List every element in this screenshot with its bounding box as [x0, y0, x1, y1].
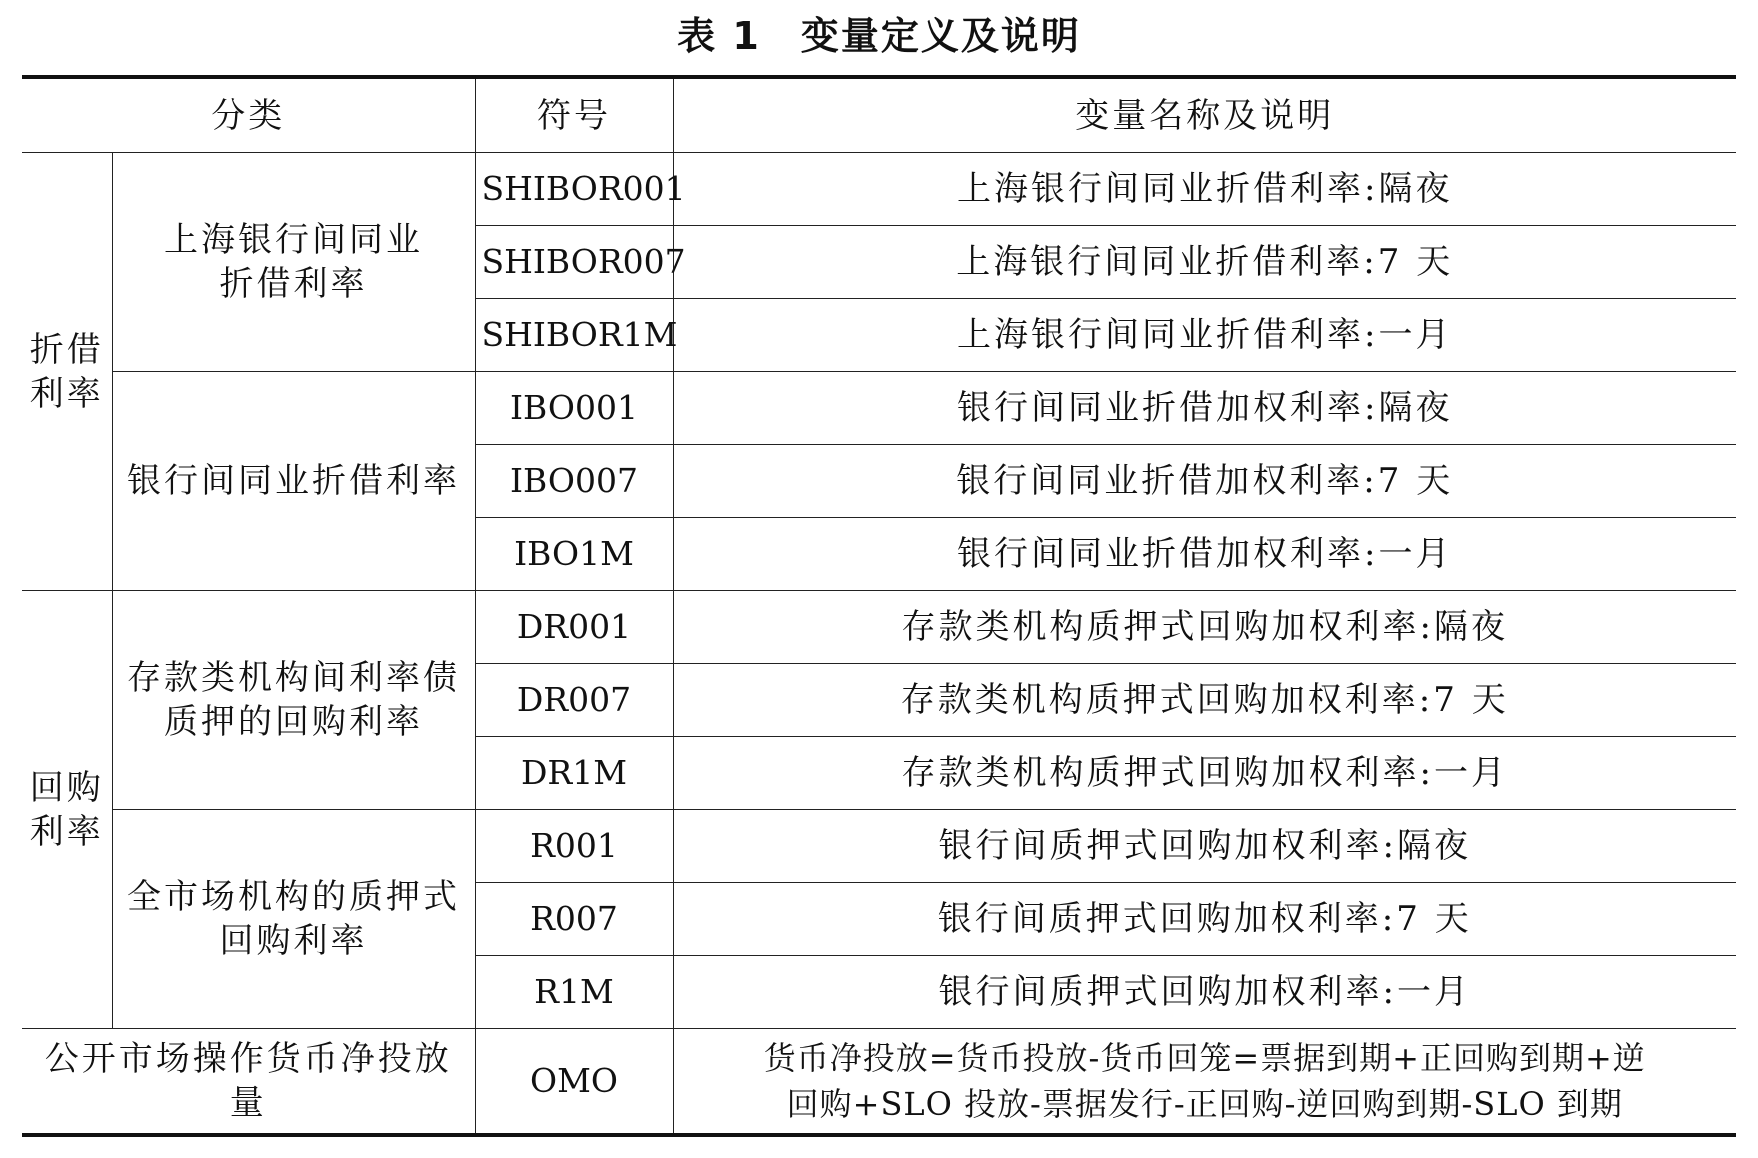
symbol-cell: DR1M [475, 737, 673, 810]
description-cell: 存款类机构质押式回购加权利率:一月 [673, 737, 1736, 810]
table-row [22, 153, 1736, 226]
table-row [22, 810, 1736, 883]
symbol-cell: R001 [475, 810, 673, 883]
symbol-cell: SHIBOR007 [475, 226, 673, 299]
subgroup-label-r: 全市场机构的质押式 回购利率 [112, 810, 475, 1029]
description-cell: 银行间同业折借加权利率:一月 [673, 518, 1736, 591]
table-title: 变量定义及说明 [800, 14, 1081, 58]
table-row-omo [22, 1029, 1736, 1136]
symbol-cell: DR001 [475, 591, 673, 664]
subgroup-label-shibor: 上海银行间同业 折借利率 [112, 153, 475, 372]
description-cell: 银行间同业折借加权利率:7 天 [673, 445, 1736, 518]
subgroup-label-ibo: 银行间同业折借利率 [112, 372, 475, 591]
group-label-repo: 回购 利率 [22, 591, 112, 1029]
symbol-cell: DR007 [475, 664, 673, 737]
table-row [22, 591, 1736, 664]
description-cell: 上海银行间同业折借利率:7 天 [673, 226, 1736, 299]
variable-definition-table [22, 75, 1736, 1137]
description-cell: 上海银行间同业折借利率:一月 [673, 299, 1736, 372]
omo-category-cell: 公开市场操作货币净投放量 [22, 1029, 475, 1136]
description-cell: 银行间同业折借加权利率:隔夜 [673, 372, 1736, 445]
header-symbol: 符号 [475, 77, 673, 153]
description-cell: 银行间质押式回购加权利率:隔夜 [673, 810, 1736, 883]
symbol-cell: IBO007 [475, 445, 673, 518]
subgroup-label-dr: 存款类机构间利率债 质押的回购利率 [112, 591, 475, 810]
symbol-cell: SHIBOR1M [475, 299, 673, 372]
description-cell: 上海银行间同业折借利率:隔夜 [673, 153, 1736, 226]
header-category: 分类 [22, 77, 475, 153]
description-cell: 存款类机构质押式回购加权利率:7 天 [673, 664, 1736, 737]
symbol-cell: IBO1M [475, 518, 673, 591]
symbol-cell: R1M [475, 956, 673, 1029]
header-row [22, 77, 1736, 153]
table-caption [0, 8, 1758, 64]
description-cell: 存款类机构质押式回购加权利率:隔夜 [673, 591, 1736, 664]
description-cell: 银行间质押式回购加权利率:一月 [673, 956, 1736, 1029]
header-description: 变量名称及说明 [673, 77, 1736, 153]
description-cell: 银行间质押式回购加权利率:7 天 [673, 883, 1736, 956]
omo-description-cell: 货币净投放=货币投放-货币回笼=票据到期+正回购到期+逆 回购+SLO 投放-票据发行-正回购-逆回购到期-SLO 到期 [673, 1029, 1736, 1136]
symbol-cell: IBO001 [475, 372, 673, 445]
omo-symbol-cell: OMO [475, 1029, 673, 1136]
symbol-cell: R007 [475, 883, 673, 956]
group-label-lending: 折借 利率 [22, 153, 112, 591]
table-row [22, 372, 1736, 445]
symbol-cell: SHIBOR001 [475, 153, 673, 226]
table-number: 表 1 [677, 14, 761, 58]
